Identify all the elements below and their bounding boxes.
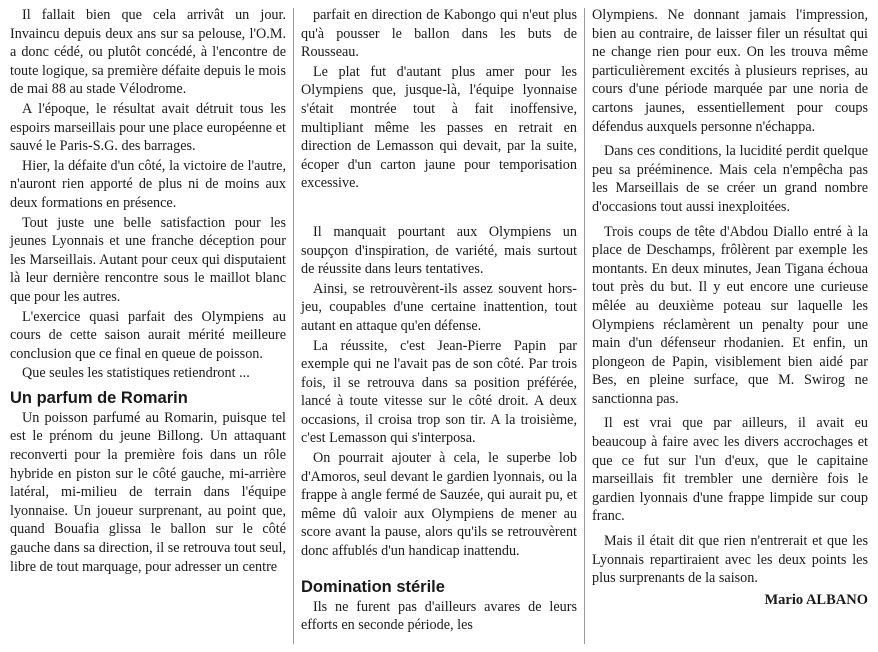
article-column-3 bbox=[592, 6, 868, 609]
article-column-2 bbox=[301, 6, 577, 635]
paragraph: L'exercice quasi parfait des Olympiens au cours de cette saison aurait mérité meilleure conclusion que ce final en queue de poisson. bbox=[10, 308, 286, 362]
paragraph: Il est vrai que par ailleurs, il avait eu beaucoup à faire avec les divers accrochages et que ce fut sur l'un d'eux, que le capitaine marseillais fit trembler une dernière fois le gardien lyonnais d'une frappe limpide sur coup franc. bbox=[592, 415, 868, 525]
paragraph: Mais il était dit que rien n'entrerait et que les Lyonnais repartiraient avec les deux points les plus surprenants de la saison. bbox=[592, 533, 868, 587]
paragraph: Il manquait pourtant aux Olympiens un soupçon d'inspiration, de variété, mais surtout de réussite dans leurs tentatives. bbox=[301, 223, 577, 278]
paragraph: Un poisson parfumé au Romarin, puisque tel est le prénom du jeune Billong. Un attaquant reconverti pour la première fois dans un rôle hybride en piston sur le côté gauche, mi-arrière latéral, mi-milieu de terrain dans l'équipe lyonnaise. Un joueur surprenant, au point que, quand Bouafia glissa le ballon sur le côté gauche dans sa direction, il se retrouva tout seul, libre de tout marquage, pour adresser un centre bbox=[10, 409, 286, 575]
paragraph: A l'époque, le résultat avait détruit tous les espoirs marseillais pour une place européenne et sauvé le Paris-S.G. des barrages. bbox=[10, 100, 286, 155]
column-divider bbox=[293, 8, 294, 644]
paragraph-gap bbox=[301, 193, 577, 223]
paragraph: Hier, la défaite d'un côté, la victoire de l'autre, n'auront rien apporté de plus ni de moins aux deux formations en présence. bbox=[10, 157, 286, 211]
paragraph: parfait en direction de Kabongo qui n'eut plus qu'à pousser le ballon dans les buts de Rousseau. bbox=[301, 7, 577, 61]
subheading: Domination stérile bbox=[301, 577, 445, 596]
paragraph: Trois coups de tête d'Abdou Diallo entré à la place de Deschamps, frôlèrent par exemple les montants. En deux minutes, Jean Tigana échoua tout près du but. Il y eut encore une curieuse mêlée au deuxième poteau sur laquelle les Olympiens réclamèrent un penalty pour une main d'un défenseur rhodanien. Et enfin, un plongeon de Papin, visiblement bien aidé par Bes, en pleine surface, que M. Swirog ne sanctionna pas. bbox=[592, 223, 868, 407]
paragraph: Olympiens. Ne donnant jamais l'impression, bien au contraire, de laisser filer un résultat qui ne change rien pour eux. On les trouva même particulièrement excités à plusieurs reprises, au cours d'une période marquée par une noria de cartons jaunes, essentiellement pour coups défendus auxquels personne n'échappa. bbox=[592, 7, 868, 135]
paragraph: Tout juste une belle satisfaction pour les jeunes Lyonnais et une franche déception pour les Marseillais. Autant pour ceux qui disputaient là leur dernière rencontre sous le maillot blanc que pour les autres. bbox=[10, 214, 286, 305]
paragraph: Ils ne furent pas d'ailleurs avares de leurs efforts en seconde période, les bbox=[301, 598, 577, 634]
paragraph: Il fallait bien que cela arrivât un jour. Invaincu depuis deux ans sur sa pelouse, l'O.M. a donc cédé, ou plutôt concédé, à l'encontre de toute logique, sa première défaite depuis le mois de mai 88 au stade Vélodrome. bbox=[10, 7, 286, 98]
subheading: Un parfum de Romarin bbox=[10, 388, 188, 407]
paragraph: Dans ces conditions, la lucidité perdit quelque peu sa prééminence. Mais cela n'empêcha pas les Marseillais de se créer un grand nombre d'occasions tout aussi inexploitées. bbox=[592, 143, 868, 215]
paragraph: On pourrait ajouter à cela, le superbe lob d'Amoros, seul devant le gardien lyonnais, ou la frappe à angle fermé de Sauzée, qui aurait pu, et même dû valoir aux Olympiens de mener au score avant la pause, alors qu'ils se retrouvèrent donc affublés d'un handicap inattendu. bbox=[301, 450, 577, 560]
article-column-1 bbox=[10, 6, 286, 576]
paragraph: Que seules les statistiques retiendront ... bbox=[22, 365, 250, 382]
paragraph: Ainsi, se retrouvèrent-ils assez souvent hors-jeu, coupables d'une certaine inattention, tout autant en attaque qu'en défense. bbox=[301, 280, 577, 334]
paragraph: La réussite, c'est Jean-Pierre Papin par exemple qui ne l'avait pas de son côté. Par trois fois, il se retrouva dans sa position préférée, lancé à toute vitesse sur le côté droit. A deux occasions, il croisa trop son tir. A la troisième, c'est Lemasson qui s'interposa. bbox=[301, 337, 577, 447]
author-signature: Mario ALBANO bbox=[764, 591, 868, 608]
column-divider bbox=[584, 8, 585, 644]
paragraph: Le plat fut d'autant plus amer pour les Olympiens que, jusque-là, l'équipe lyonnaise s'était montrée tout à fait inoffensive, multipliant même les passes en retrait en direction de Lemasson qui devait, par la suite, écoper d'un carton jaune pour temporisation excessive. bbox=[301, 63, 577, 192]
